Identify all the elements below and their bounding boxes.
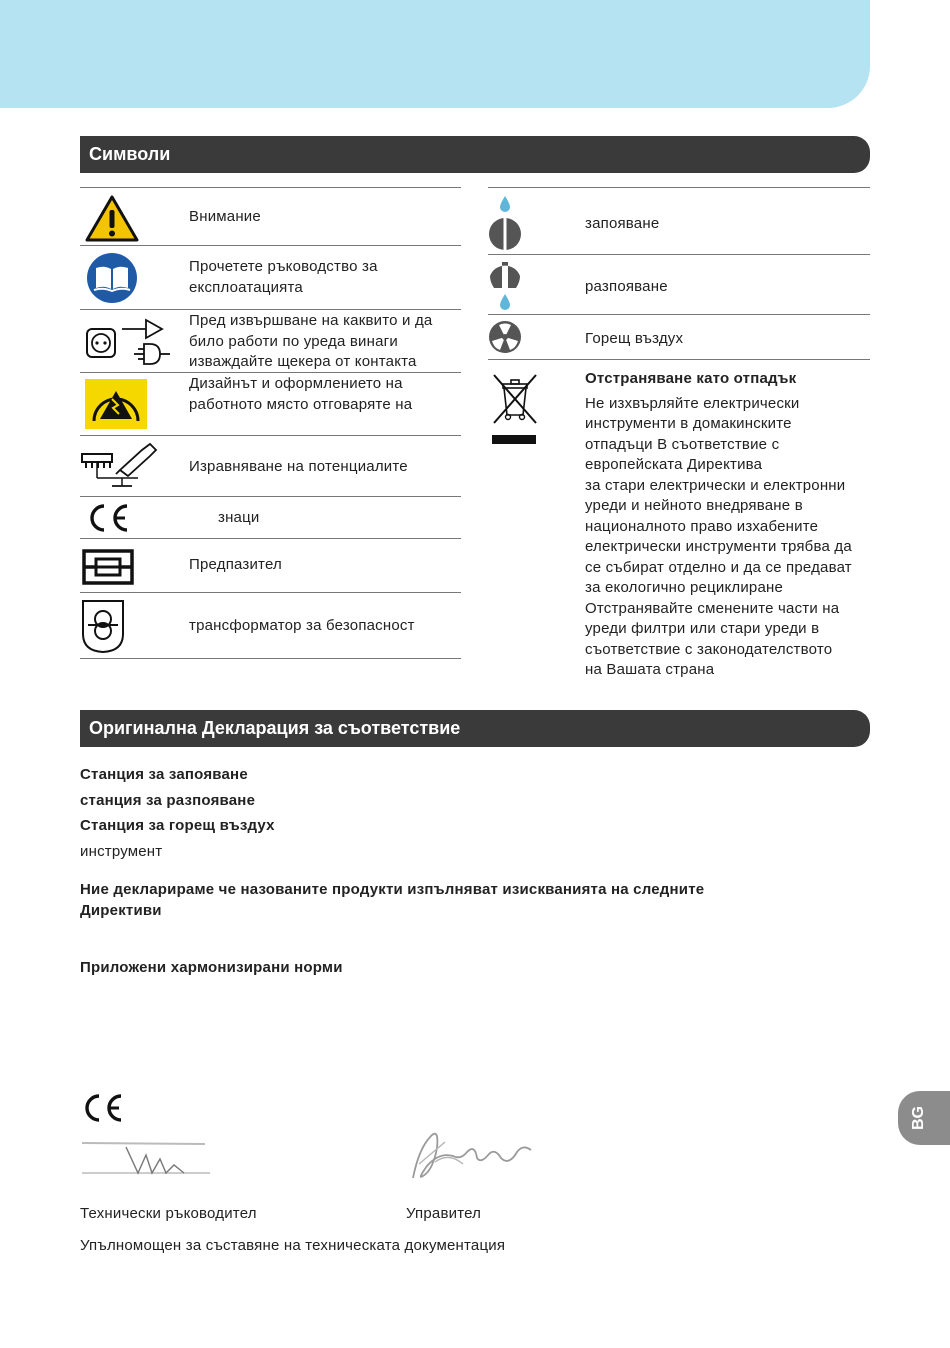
instrument-label: инструмент bbox=[80, 843, 163, 860]
disposal-line: на Вашата страна bbox=[585, 661, 715, 678]
symbol-text-desoldering: разпояване bbox=[585, 278, 668, 295]
esd-icon bbox=[85, 379, 147, 429]
disposal-line: националното право изхабените bbox=[585, 517, 819, 535]
symbol-row bbox=[80, 309, 461, 372]
disposal-line: уреди и нейното внедряване в bbox=[585, 497, 803, 514]
symbol-text-warning: Внимание bbox=[189, 208, 261, 225]
header-band bbox=[0, 0, 870, 108]
signature-manager bbox=[405, 1122, 540, 1186]
symbol-text-manual: Прочетете ръководство за експлоатацията bbox=[189, 258, 378, 296]
symbol-row bbox=[80, 592, 461, 659]
symbol-text-transformer: трансформатор за безопасност bbox=[189, 617, 415, 634]
symbol-row bbox=[80, 187, 461, 245]
disposal-line: за екологично рециклиране bbox=[585, 579, 784, 596]
disposal-line: отпадъци В съответствие с bbox=[585, 435, 780, 453]
language-tab-label: BG bbox=[910, 1106, 927, 1130]
disposal-line: съответствие с законодателството bbox=[585, 640, 833, 658]
symbol-row bbox=[488, 254, 870, 314]
manager-label: Управител bbox=[406, 1205, 482, 1222]
disposal-line: уреди филтри или стари уреди в bbox=[585, 620, 820, 637]
ce-mark-icon bbox=[84, 503, 130, 533]
safety-transformer-icon bbox=[80, 598, 126, 654]
symbol-text-soldering: запояване bbox=[585, 215, 660, 232]
declaration-directives: Директиви bbox=[80, 902, 162, 919]
disposal-line: електрически инструменти трябва да bbox=[585, 538, 852, 555]
language-tab bbox=[898, 1091, 950, 1145]
symbol-row bbox=[80, 435, 461, 496]
product-hot-air-station: Станция за горещ въздух bbox=[80, 817, 275, 834]
declaration-statement: Ние декларираме че назованите продукти изпълняват изискванията на следните bbox=[80, 881, 705, 898]
symbol-row bbox=[80, 538, 461, 592]
ce-mark-icon bbox=[80, 1093, 124, 1123]
hot-air-icon bbox=[488, 320, 522, 354]
disposal-line: Отстранявайте сменените части на bbox=[585, 599, 840, 617]
disposal-title: Отстраняване като отпадък bbox=[585, 370, 797, 387]
fuse-icon bbox=[82, 549, 136, 585]
disposal-line: се събират отделно и да се предават bbox=[585, 558, 852, 576]
symbol-text-equalization: Изравняване на потенциалите bbox=[189, 458, 408, 475]
desoldering-icon bbox=[488, 258, 522, 314]
symbol-text-esd: Дизайнът и оформлението на работното място отговаряте на bbox=[189, 375, 413, 413]
symbol-text-ce: знаци bbox=[218, 509, 260, 526]
symbols-section-title: Символи bbox=[80, 136, 870, 173]
signature-technical-manager bbox=[80, 1135, 212, 1179]
warning-triangle-icon bbox=[85, 194, 139, 242]
product-soldering-station: Станция за запояване bbox=[80, 766, 248, 783]
symbol-row bbox=[80, 496, 461, 538]
product-desoldering-station: станция за разпояване bbox=[80, 792, 256, 809]
disposal-text bbox=[585, 369, 870, 681]
symbol-row bbox=[488, 314, 870, 359]
disposal-line: европейската Директива bbox=[585, 456, 763, 473]
unplug-icon bbox=[84, 316, 174, 368]
authorized-representative-label: Упълномощен за съставяне на техническата документация bbox=[80, 1237, 506, 1254]
read-manual-icon bbox=[86, 252, 138, 304]
symbol-text-hot-air: Горещ въздух bbox=[585, 330, 684, 347]
soldering-icon bbox=[488, 194, 522, 252]
potential-equalization-icon bbox=[80, 440, 162, 494]
harmonized-norms: Приложени хармонизирани норми bbox=[80, 959, 343, 976]
disposal-line: Не изхвърляйте електрически bbox=[585, 394, 800, 412]
symbol-row-disposal bbox=[488, 359, 870, 689]
symbol-text-fuse: Предпазител bbox=[189, 556, 282, 573]
symbol-text-unplug: Пред извършване на каквито и да било работи по уреда винаги изваждайте щекера от контакта bbox=[189, 312, 433, 370]
disposal-line: инструменти в домакинските bbox=[585, 415, 792, 432]
symbol-row bbox=[80, 245, 461, 309]
crossed-bin-icon bbox=[488, 371, 542, 447]
technical-manager-label: Технически ръководител bbox=[80, 1205, 257, 1222]
declaration-section-title: Оригинална Декларация за съответствие bbox=[80, 710, 870, 747]
symbol-row bbox=[80, 372, 461, 435]
symbol-row bbox=[488, 187, 870, 254]
disposal-line: за стари електрически и електронни bbox=[585, 476, 846, 494]
